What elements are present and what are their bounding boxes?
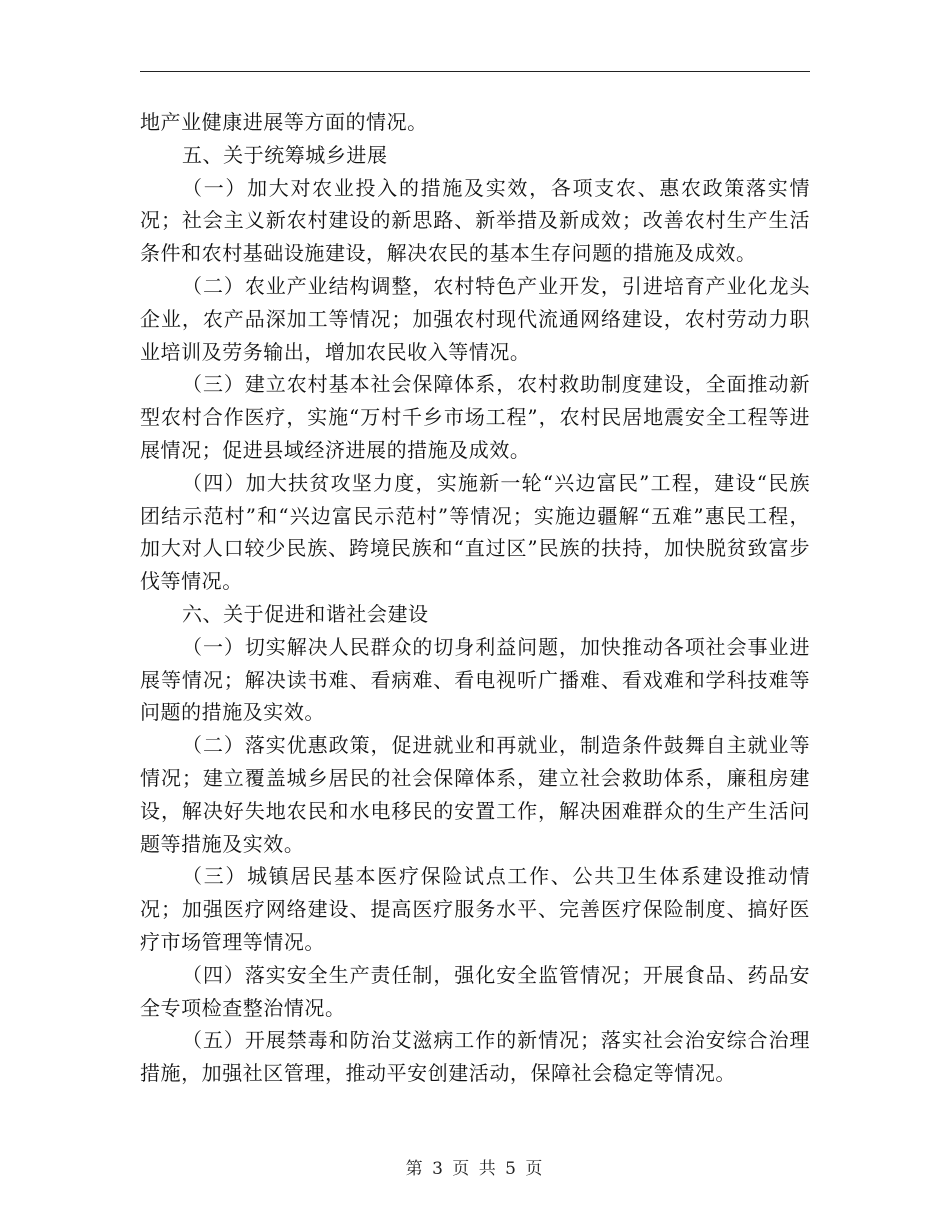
section-heading: 五、关于统筹城乡进展 bbox=[182, 142, 388, 167]
paragraph: （三）城镇居民基本医疗保险试点工作、公共卫生体系建设推动情况；加强医疗网络建设、提高医疗服务水平、完善医疗保险制度、搞好医疗市场管理等情况。 bbox=[140, 864, 810, 954]
paragraph: （一）切实解决人民群众的切身利益问题，加快推动各项社会事业进展等情况；解决读书难、看病难、看电视听广播难、看戏难和学科技难等问题的措施及实效。 bbox=[140, 634, 810, 725]
header-rule bbox=[140, 71, 810, 72]
section-heading: 六、关于促进和谐社会建设 bbox=[182, 601, 429, 626]
paragraph: （二）农业产业结构调整，农村特色产业开发，引进培育产业化龙头企业，农产品深加工等情况；加强农村现代流通网络建设，农村劳动力职业培训及劳务输出，增加农民收入等情况。 bbox=[140, 273, 810, 364]
paragraph: （一）加大对农业投入的措施及实效，各项支农、惠农政策落实情况；社会主义新农村建设的新思路、新举措及新成效；改善农村生产生活条件和农村基础设施建设，解决农民的基本生存问题的措施及成效。 bbox=[140, 175, 810, 266]
paragraph: （二）落实优惠政策，促进就业和再就业，制造条件鼓舞自主就业等情况；建立覆盖城乡居民的社会保障体系，建立社会救助体系，廉租房建设，解决好失地农民和水电移民的安置工作，解决困难群众的生产生活问题等措施及实效。 bbox=[140, 733, 810, 856]
paragraph: （五）开展禁毒和防治艾滋病工作的新情况；落实社会治安综合治理措施，加强社区管理，推动平安创建活动，保障社会稳定等情况。 bbox=[140, 1028, 810, 1086]
paragraph: （三）建立农村基本社会保障体系，农村救助制度建设，全面推动新型农村合作医疗，实施“万村千乡市场工程”，农村民居地震安全工程等进展情况；促进县域经济进展的措施及成效。 bbox=[140, 372, 810, 462]
body-text bbox=[140, 106, 810, 1090]
page-number-footer: 第 3 页 共 5 页 bbox=[405, 1159, 545, 1179]
paragraph: （四）加大扶贫攻坚力度，实施新一轮“兴边富民”工程，建设“民族团结示范村”和“兴边富民示范村”等情况；实施边疆解“五难”惠民工程，加大对人口较少民族、跨境民族和“直过区”民族的扶持，加快脱贫致富步伐等情况。 bbox=[140, 470, 810, 594]
paragraph: （四）落实安全生产责任制，强化安全监管情况；开展食品、药品安全专项检查整治情况。 bbox=[140, 962, 810, 1020]
paragraph: 地产业健康进展等方面的情况。 bbox=[140, 110, 428, 134]
